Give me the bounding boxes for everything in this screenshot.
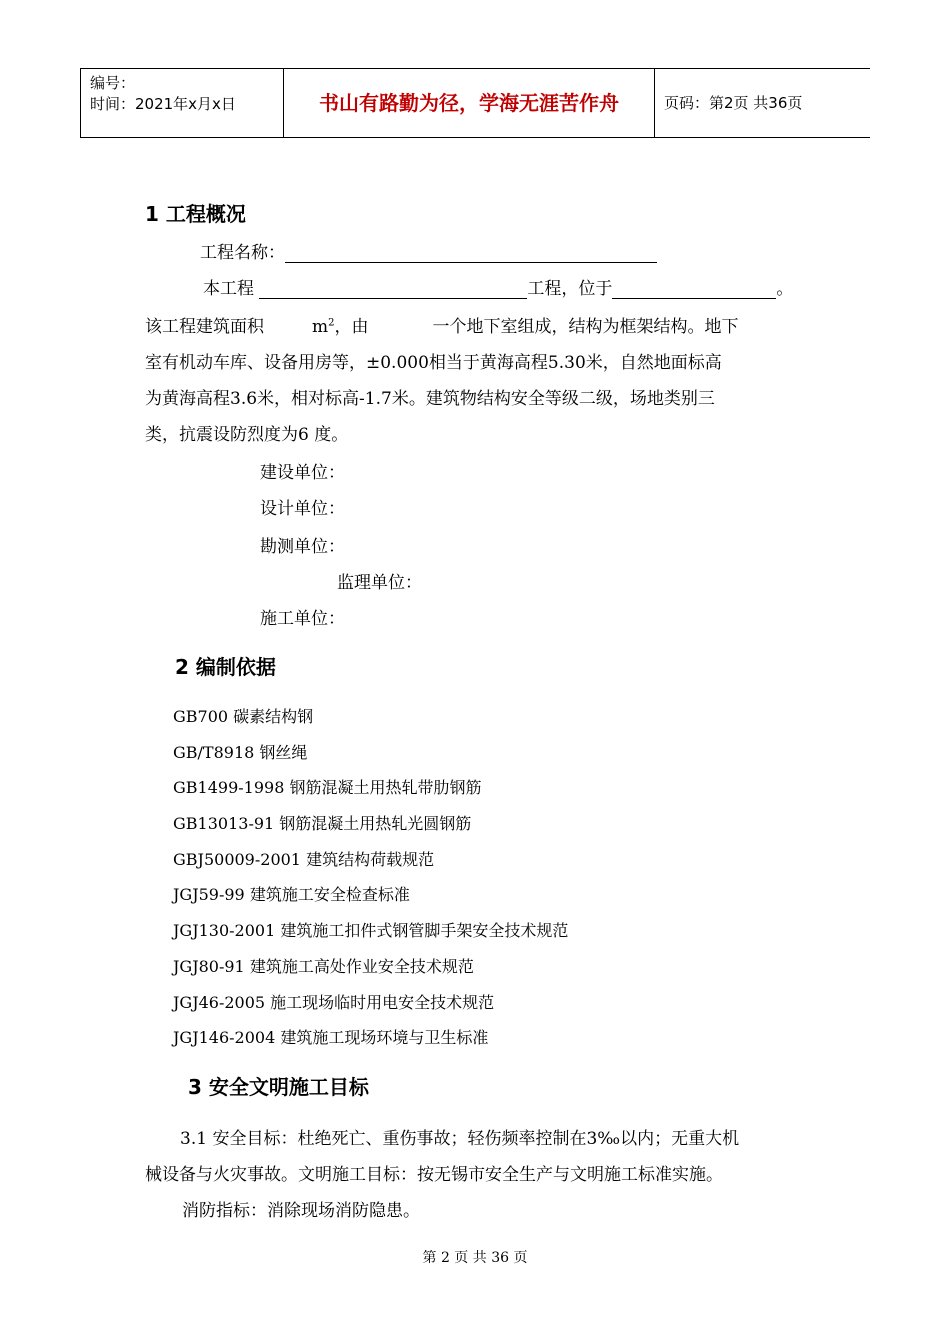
goals-para-line1: 3.1 安全目标：杜绝死亡、重伤事故；轻伤频率控制在3‰以内；无重大机 bbox=[180, 1129, 740, 1149]
reference-item: JGJ146-2004 建筑施工现场环境与卫生标准 bbox=[173, 1028, 489, 1047]
page-header bbox=[80, 68, 870, 138]
area-unit: m bbox=[312, 317, 329, 337]
header-page-info: 页码：第2页 共36页 bbox=[664, 94, 803, 112]
fire-target: 消防指标：消除现场消防隐患。 bbox=[182, 1201, 420, 1221]
area-unit-sup: 2 bbox=[328, 317, 335, 329]
header-motto: 书山有路勤为径，学海无涯苦作舟 bbox=[319, 91, 619, 115]
reference-item: JGJ59-99 建筑施工安全检查标准 bbox=[173, 885, 410, 904]
header-border bbox=[80, 69, 81, 137]
project-location-line bbox=[203, 274, 793, 299]
unit-contractor: 施工单位： bbox=[260, 609, 345, 629]
para-text: 一个地下室组成，结构为框架结构。地下 bbox=[432, 317, 739, 337]
overview-para-line4: 类，抗震设防烈度为6 度。 bbox=[145, 425, 349, 445]
location-blank bbox=[612, 280, 776, 299]
section-heading-overview: 1 工程概况 bbox=[145, 202, 246, 226]
reference-item: JGJ46-2005 施工现场临时用电安全技术规范 bbox=[173, 993, 495, 1012]
project-name-line bbox=[200, 238, 657, 263]
unit-supervision: 监理单位： bbox=[337, 573, 422, 593]
header-meta bbox=[90, 73, 236, 115]
document-number: 编号： bbox=[90, 74, 136, 92]
document-date: 时间：2021年x月x日 bbox=[90, 95, 236, 113]
project-name-blank bbox=[285, 244, 657, 263]
location-prefix: 本工程 bbox=[203, 279, 254, 299]
reference-item: GB13013-91 钢筋混凝土用热轧光圆钢筋 bbox=[173, 814, 472, 833]
reference-item: GB/T8918 钢丝绳 bbox=[173, 743, 308, 762]
location-end: 。 bbox=[776, 279, 794, 299]
section-heading-basis: 2 编制依据 bbox=[175, 655, 276, 679]
overview-para-line2: 室有机动车库、设备用房等，±0.000相当于黄海高程5.30米，自然地面标高 bbox=[145, 353, 722, 373]
unit-design: 设计单位： bbox=[260, 499, 345, 519]
unit-survey: 勘测单位： bbox=[260, 537, 345, 557]
reference-item: JGJ130-2001 建筑施工扣件式钢管脚手架安全技术规范 bbox=[173, 921, 569, 940]
page-footer: 第 2 页 共 36 页 bbox=[422, 1250, 528, 1266]
overview-para-line3: 为黄海高程3.6米，相对标高-1.7米。建筑物结构安全等级二级，场地类别三 bbox=[145, 389, 715, 409]
reference-item: JGJ80-91 建筑施工高处作业安全技术规范 bbox=[173, 957, 474, 976]
location-mid: 工程，位于 bbox=[527, 279, 613, 299]
header-divider bbox=[654, 69, 655, 137]
section-heading-goals: 3 安全文明施工目标 bbox=[188, 1075, 369, 1099]
project-blank bbox=[259, 280, 527, 299]
reference-item: GB700 碳素结构钢 bbox=[173, 707, 314, 726]
reference-item: GB1499-1998 钢筋混凝土用热轧带肋钢筋 bbox=[173, 778, 482, 797]
para-text: 该工程建筑面积 bbox=[145, 317, 264, 337]
goals-para-line2: 械设备与火灾事故。文明施工目标：按无锡市安全生产与文明施工标准实施。 bbox=[145, 1165, 723, 1185]
reference-item: GBJ50009-2001 建筑结构荷载规范 bbox=[173, 850, 435, 869]
project-name-label: 工程名称： bbox=[200, 243, 285, 263]
para-text: ，由 bbox=[334, 317, 369, 337]
unit-construction: 建设单位： bbox=[260, 463, 345, 483]
overview-para-line1 bbox=[145, 312, 739, 337]
